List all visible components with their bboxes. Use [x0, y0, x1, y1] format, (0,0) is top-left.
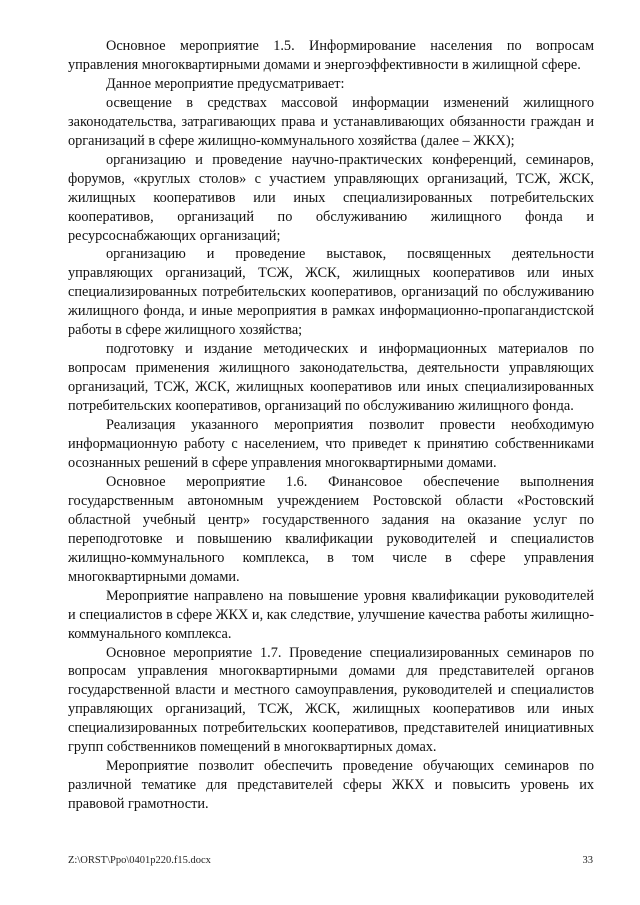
paragraph-measure-1-6: Основное мероприятие 1.6. Финансовое обеспечение выполнения государственным автономным учреждением Ростовской области «Ростовский областной учебный центр» государственного задания на оказание услуг по переподготовке и повышению квалификации руководителей и специалистов жилищно-коммунального комплекса, в том числе в сфере управления многоквартирными домами.: [68, 473, 594, 585]
paragraph-materials: подготовку и издание методических и информационных материалов по вопросам применения жилищного законодательства, деятельности управляющих организаций, ТСЖ, ЖСК, жилищных кооперативов или иных специализированных потребительских кооперативов, организаций по обслуживанию жилищного фонда.: [68, 341, 594, 415]
paragraph-outcome-1-6: Мероприятие направлено на повышение уровня квалификации руководителей и специалистов в сфере ЖКХ и, как следствие, улучшение качества работы жилищно-коммунального комплекса.: [68, 587, 594, 642]
paragraph-media-coverage: освещение в средствах массовой информации изменений жилищного законодательства, затрагивающих права и устанавливающих обязанности граждан и организаций в сфере жилищно-коммунального хозяйства (далее – ЖКХ);: [68, 94, 594, 149]
paragraph-measure-1-7: Основное мероприятие 1.7. Проведение специализированных семинаров по вопросам управления многоквартирными домами для представителей органов государственной власти и местного самоуправления, руководителей и специалистов управляющих организаций, ТСЖ, ЖСК, жилищных кооперативов или иных специализированных потребительских кооперативов, представителей инициативных групп собственников помещений в многоквартирных домах.: [68, 644, 594, 756]
document-body: [68, 37, 594, 814]
paragraph-measure-1-5: Основное мероприятие 1.5. Информирование населения по вопросам управления многоквартирными домами и энергоэффективности в жилищной сфере.: [68, 38, 594, 73]
footer-file-path: Z:\ORST\Ppo\0401p220.f15.docx: [68, 855, 211, 866]
paragraph-exhibitions: организацию и проведение выставок, посвященных деятельности управляющих организаций, ТСЖ, ЖСК, жилищных кооперативов или иных специализированных потребительских кооперативов, организаций по обслуживанию жилищного фонда, и иные мероприятия в рамках информационно-пропагандистской работы в сфере жилищного хозяйства;: [68, 246, 594, 339]
paragraph-outcome-1-5: Реализация указанного мероприятия позволит провести необходимую информационную работу с населением, что приведет к принятию собственниками осознанных решений в сфере управления многоквартирными домами.: [68, 417, 594, 471]
paragraph-conferences: организацию и проведение научно-практических конференций, семинаров, форумов, «круглых столов» с участием управляющих организаций, ТСЖ, ЖСК, жилищных кооперативов или иных специализированных потребительских кооперативов, организаций по обслуживанию жилищного фонда и ресурсоснабжающих организаций;: [68, 151, 594, 244]
paragraph-intro: Данное мероприятие предусматривает:: [106, 75, 345, 92]
page-number: 33: [582, 855, 593, 866]
paragraph-outcome-1-7: Мероприятие позволит обеспечить проведение обучающих семинаров по различной тематике для представителей сферы ЖКХ и повысить уровень их правовой грамотности.: [68, 758, 594, 813]
